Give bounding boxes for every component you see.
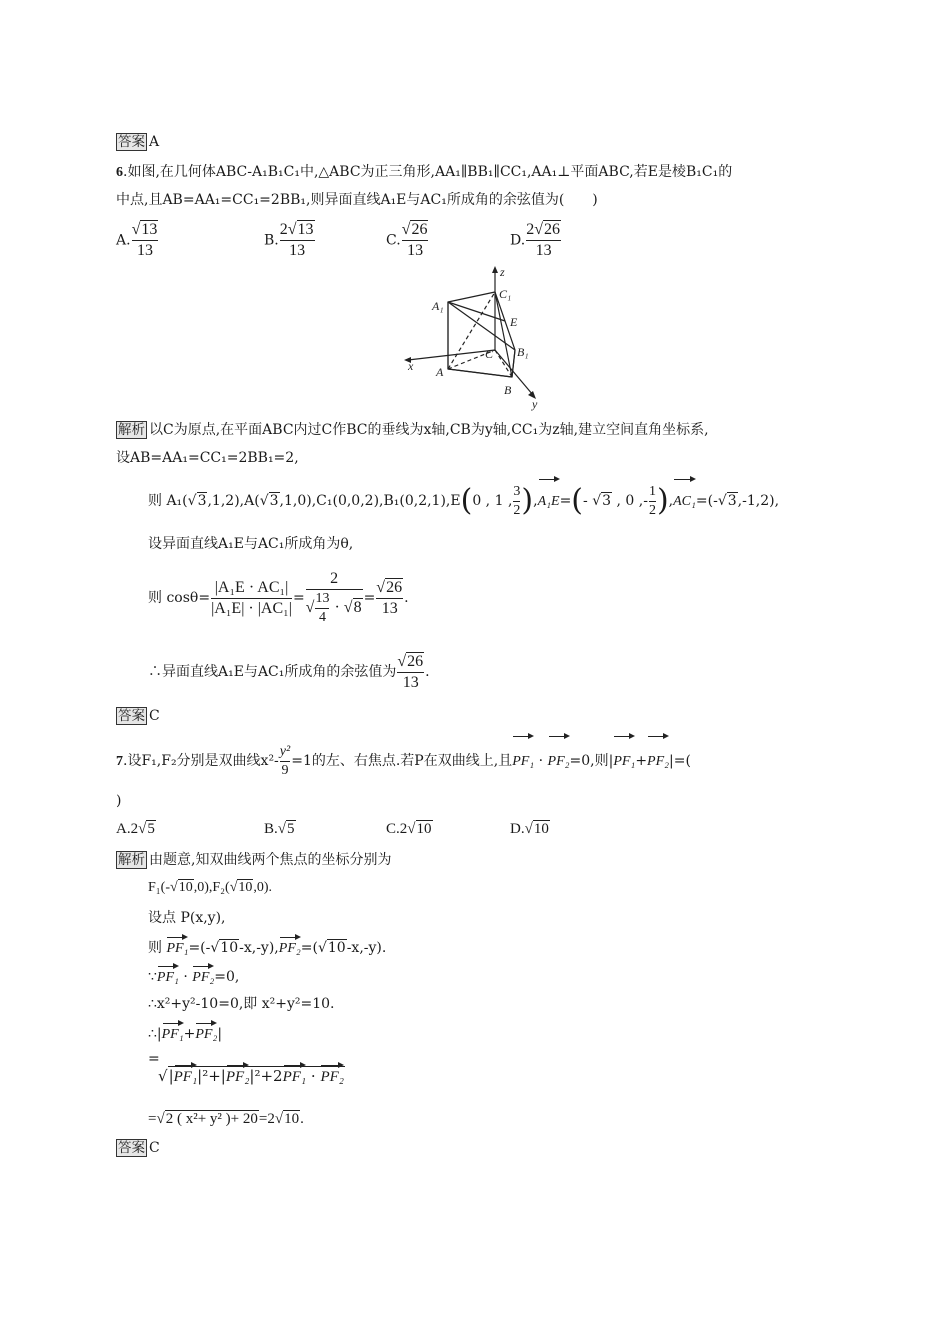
- q7-dot-product: ∵PF₁ · PF₂=0,: [148, 965, 239, 987]
- answer-line-3: [116, 1139, 160, 1157]
- q7-text-line-1: 7.设F₁,F₂分别是双曲线x²- $\frac{\text{y²}}{9}$ =1的左、右焦点.若P在双曲线上,且PF₁ · PF₂=0,则|PF₁+PF₂|=(: [116, 735, 691, 785]
- q6-option-a: A. $\frac{√13}{13}$: [116, 221, 158, 259]
- q6-option-c: C. $\frac{√26}{13}$: [386, 221, 428, 259]
- vector-ac1: AC₁: [673, 478, 696, 522]
- analysis-tag: 解析: [118, 422, 145, 438]
- answer-tag: 答案: [118, 1140, 145, 1156]
- option-radicand: 26: [411, 221, 428, 238]
- q6-option-b: B. $\frac{2√13}{13}$: [264, 221, 314, 259]
- q7-radical-expansion: √|PF₁|²+|PF₂|²+2PF₁ · PF₂: [158, 1064, 345, 1086]
- option-coef: 2: [526, 221, 535, 238]
- q7-option-c: C.2√10: [386, 821, 432, 837]
- label-y: y: [532, 397, 538, 411]
- option-denominator: 13: [280, 240, 315, 261]
- cos-denominator: |A₁E| · |AC₁|: [211, 599, 292, 617]
- q6-solution-angle: 设异面直线A₁E与AC₁所成角为θ,: [148, 536, 354, 552]
- q7-result: =√2 ( x²+ y² )+ 20=2√10.: [148, 1111, 304, 1127]
- q7-foci: F₁(-√10,0),F₂(√10,0).: [148, 880, 273, 895]
- q7-option-a: A.2√5: [116, 821, 155, 837]
- label-e: E: [510, 315, 518, 329]
- option-denominator: 13: [132, 240, 159, 261]
- q7-magnitude: ∴|PF₁+PF₂|: [148, 1022, 222, 1044]
- q6-conclusion: ∴异面直线A₁E与AC₁所成角的余弦值为 $\frac{√26}{13}$ .: [148, 652, 430, 691]
- cos-numerator: |A₁E · AC₁|: [214, 578, 289, 596]
- option-label: B.: [264, 232, 279, 249]
- q6-text-line-1: [116, 163, 732, 182]
- option-radicand: 26: [543, 221, 560, 238]
- option-coef: 2: [279, 221, 288, 238]
- answer-line-1: [116, 133, 159, 151]
- option-denominator: 13: [402, 240, 429, 261]
- answer-line-2: [116, 707, 160, 725]
- label-b1: B₁: [517, 345, 529, 359]
- q7-solution-line-1: 解析 由题意,知双曲线两个焦点的坐标分别为: [118, 852, 392, 868]
- solution-text: 以C为原点,在平面ABC内过C作BC的垂线为x轴,CB为y轴,CC₁为z轴,建立空间直角坐标系,: [149, 422, 709, 438]
- q6-solution-line-2: 设AB=AA₁=CC₁=2BB₁=2,: [116, 450, 299, 466]
- option-radicand: 13: [297, 221, 314, 238]
- answer-tag: 答案: [118, 134, 145, 150]
- geometry-figure: [400, 262, 550, 412]
- label-c: C: [485, 347, 494, 361]
- q6-cos-formula: 则 cosθ= $\frac{\text{|A₁E · AC₁|}}{\text{|A₁E| · |AC₁|}}$ = 2 √ $\frac{13}{4}$ · √8 = $\frac{√26}{13}$ .: [148, 570, 409, 625]
- option-label: D.: [510, 232, 526, 249]
- option-label: C.: [386, 232, 401, 249]
- q7-text-line-2: ): [116, 793, 122, 809]
- label-z: z: [500, 265, 505, 279]
- question-text: .如图,在几何体ABC-A₁B₁C₁中,△ABC为正三角形,AA₁∥BB₁∥CC₁,AA₁⊥平面ABC,若E是棱B₁C₁的: [123, 164, 733, 180]
- q7-equation: ∴x²+y²-10=0,即 x²+y²=10.: [148, 996, 335, 1012]
- answer-value: A: [149, 134, 160, 150]
- label-a: A: [436, 365, 444, 379]
- q6-text-line-2: 中点,且AB=AA₁=CC₁=2BB₁,则异面直线A₁E与AC₁所成角的余弦值为( ): [116, 192, 598, 208]
- answer-value: C: [149, 708, 160, 724]
- q6-option-d: D. $\frac{2√26}{13}$: [510, 221, 560, 259]
- q7-option-d: D.√10: [510, 821, 549, 837]
- question-number: 7: [116, 754, 123, 769]
- option-radicand: 13: [141, 221, 158, 238]
- option-label: A.: [116, 232, 131, 249]
- answer-tag: 答案: [118, 708, 145, 724]
- label-a1: A₁: [432, 299, 444, 313]
- q6-coordinates: 则 A₁(√3,1,2),A(√3,1,0),C₁(0,0,2),B₁(0,2,1),E(0 , 1 , $\frac{3}{2}$ ),A₁E=(- √3 , 0 ,- $\frac{1}{2}$ ),AC₁=(-√3,-1,2),: [148, 478, 779, 522]
- option-denominator: 13: [526, 240, 561, 261]
- label-b: B: [504, 383, 512, 397]
- analysis-tag: 解析: [118, 852, 145, 868]
- q7-equals: =: [148, 1051, 160, 1067]
- vector-a1e: A₁E: [538, 478, 560, 522]
- q7-vectors: 则 PF₁=(-√10-x,-y),PF₂=(√10-x,-y).: [148, 936, 386, 958]
- label-c1: C₁: [499, 287, 512, 301]
- segment-a1e: [448, 302, 505, 321]
- question-number: 6: [116, 165, 123, 180]
- answer-value: C: [149, 1140, 160, 1156]
- label-x: x: [408, 359, 414, 373]
- q6-solution-line-1: [116, 421, 709, 439]
- q7-option-b: B.√5: [264, 821, 295, 837]
- q7-point: 设点 P(x,y),: [148, 910, 226, 926]
